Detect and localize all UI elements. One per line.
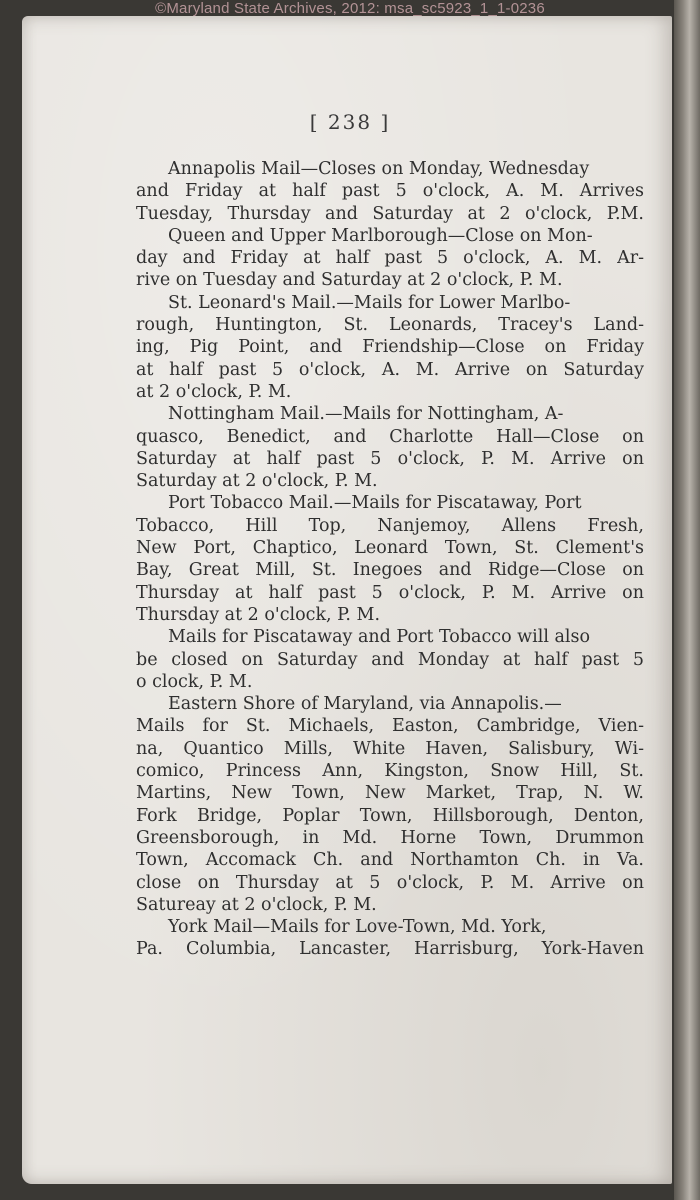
text-line: and Friday at half past 5 o'clock, A. M. Arrives: [136, 181, 644, 202]
text-line: Eastern Shore of Maryland, via Annapolis.—: [168, 694, 562, 715]
text-line: at 2 o'clock, P. M.: [136, 381, 292, 402]
text-line: be closed on Saturday and Monday at half past 5: [136, 649, 644, 670]
text-line: na, Quantico Mills, White Haven, Salisbury, Wi-: [136, 738, 644, 759]
text-line: Greensborough, in Md. Horne Town, Drummon: [136, 827, 644, 848]
text-line: rive on Tuesday and Saturday at 2 o'clock, P. M.: [136, 270, 563, 291]
text-line: rough, Huntington, St. Leonards, Tracey's Land-: [136, 315, 644, 336]
page-number: [ 238 ]: [309, 110, 391, 134]
text-line: close on Thursday at 5 o'clock, P. M. Arrive on: [136, 872, 644, 893]
text-line: quasco, Benedict, and Charlotte Hall—Close on: [136, 426, 644, 447]
text-line: Bay, Great Mill, St. Inegoes and Ridge—Close on: [136, 560, 644, 581]
body-text: [136, 158, 644, 961]
text-line: Thursday at half past 5 o'clock, P. M. Arrive on: [136, 582, 644, 603]
text-line: New Port, Chaptico, Leonard Town, St. Clement's: [136, 538, 644, 559]
text-line: day and Friday at half past 5 o'clock, A. M. Ar-: [136, 248, 644, 269]
text-line: Thursday at 2 o'clock, P. M.: [136, 604, 381, 625]
text-line: comico, Princess Ann, Kingston, Snow Hill, St.: [136, 761, 644, 782]
text-line: Fork Bridge, Poplar Town, Hillsborough, Denton,: [136, 805, 644, 826]
text-line: Nottingham Mail.—Mails for Nottingham, A-: [168, 404, 564, 425]
text-line: Martins, New Town, New Market, Trap, N. W.: [136, 783, 644, 804]
text-line: Mails for St. Michaels, Easton, Cambridge, Vien-: [136, 716, 644, 737]
text-line: St. Leonard's Mail.—Mails for Lower Marlbo-: [168, 292, 571, 313]
text-line: Pa. Columbia, Lancaster, Harrisburg, York-Haven: [136, 939, 644, 960]
text-line: Mails for Piscataway and Port Tobacco will also: [168, 627, 591, 648]
text-line: Annapolis Mail—Closes on Monday, Wednesday: [168, 159, 590, 179]
text-line: Port Tobacco Mail.—Mails for Piscataway, Port: [168, 493, 582, 514]
text-line: Saturday at 2 o'clock, P. M.: [136, 471, 378, 492]
book-edge: [674, 0, 700, 1200]
text-line: Queen and Upper Marlborough—Close on Mon-: [168, 225, 593, 246]
text-line: ing, Pig Point, and Friendship—Close on Friday: [136, 337, 644, 358]
text-line: Saturday at half past 5 o'clock, P. M. Arrive on: [136, 448, 644, 469]
text-line: York Mail—Mails for Love-Town, Md. York,: [168, 917, 547, 938]
text-line: Tobacco, Hill Top, Nanjemoy, Allens Fresh,: [136, 515, 644, 536]
text-line: at half past 5 o'clock, A. M. Arrive on Saturday: [136, 359, 644, 380]
text-line: Satureay at 2 o'clock, P. M.: [136, 894, 377, 915]
text-line: Tuesday, Thursday and Saturday at 2 o'clock, P.M.: [136, 203, 644, 224]
archive-watermark: ©Maryland State Archives, 2012: msa_sc5923_1_1-0236: [155, 0, 545, 17]
text-line: Town, Accomack Ch. and Northamton Ch. in Va.: [136, 850, 644, 871]
text-line: o clock, P. M.: [136, 671, 253, 692]
